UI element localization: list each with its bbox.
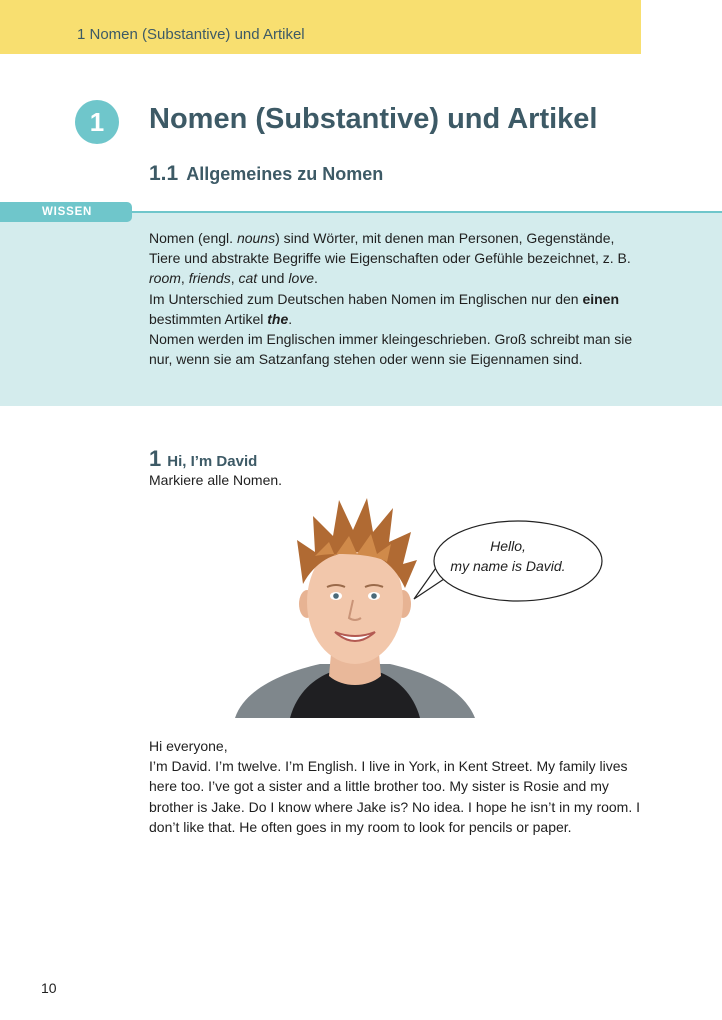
text-run: cat — [238, 270, 258, 287]
section-heading — [149, 162, 383, 186]
text-run: the — [267, 310, 289, 327]
wissen-text — [149, 228, 649, 369]
exercise-heading — [149, 446, 257, 472]
running-header: 1 Nomen (Substantive) und Artikel — [77, 26, 305, 43]
wissen-paragraph — [149, 228, 649, 289]
exercise-number: 1 — [149, 446, 162, 471]
speech-line: Hello, — [490, 538, 526, 554]
body-paragraph: I’m David. I’m twelve. I’m English. I live in York, in Kent Street. My family lives here too. I’ve got a sister and a little brother too. My sister is Rosie and my brother is Jake. Do I know where Jake is? No idea. I hope he isn’t in my room. I don’t like that. He often goes in my room to look for pencils or paper. — [149, 758, 641, 835]
exercise-instruction: Markiere alle Nomen. — [149, 472, 283, 488]
text-run: , — [180, 270, 189, 287]
chapter-number-badge: 1 — [75, 100, 119, 144]
text-run: room — [149, 270, 181, 287]
text-run: einen — [582, 290, 620, 307]
text-run: ) sind Wörter, mit denen man Personen, Gegenstände, Tiere und abstrakte Begriffe wie Eigenschaften oder Gefühle bezeichnet, z. B. — [149, 230, 631, 267]
wissen-paragraph — [149, 289, 649, 329]
speech-line: my name is David. — [450, 558, 566, 574]
wissen-tab: WISSEN — [0, 202, 132, 222]
speech-bubble-text — [428, 536, 588, 576]
exercise-text — [149, 736, 649, 837]
greeting-line: Hi everyone, — [149, 738, 228, 754]
section-number: 1.1 — [149, 162, 179, 185]
page-number: 10 — [41, 980, 57, 996]
exercise-title: Hi, I’m David — [167, 453, 258, 470]
text-run: bestimmten Artikel — [149, 310, 268, 327]
text-run: . — [288, 310, 293, 327]
text-run: und — [257, 270, 289, 287]
text-run: Im Unterschied zum Deutschen haben Nomen im Englischen nur den — [149, 290, 583, 307]
text-run: nouns — [236, 230, 276, 246]
text-run: , — [230, 270, 239, 287]
text-run: friends — [188, 270, 231, 287]
text-run: love — [288, 270, 315, 287]
text-run: . — [314, 270, 318, 287]
text-run: Nomen (engl. — [149, 230, 237, 246]
wissen-paragraph: Nomen werden im Englischen immer kleingeschrieben. Groß schreibt man sie nur, wenn sie am Satzanfang stehen oder wenn sie Eigennamen sind. — [149, 331, 633, 368]
section-title: Allgemeines zu Nomen — [186, 164, 384, 184]
chapter-title: Nomen (Substantive) und Artikel — [149, 103, 598, 135]
